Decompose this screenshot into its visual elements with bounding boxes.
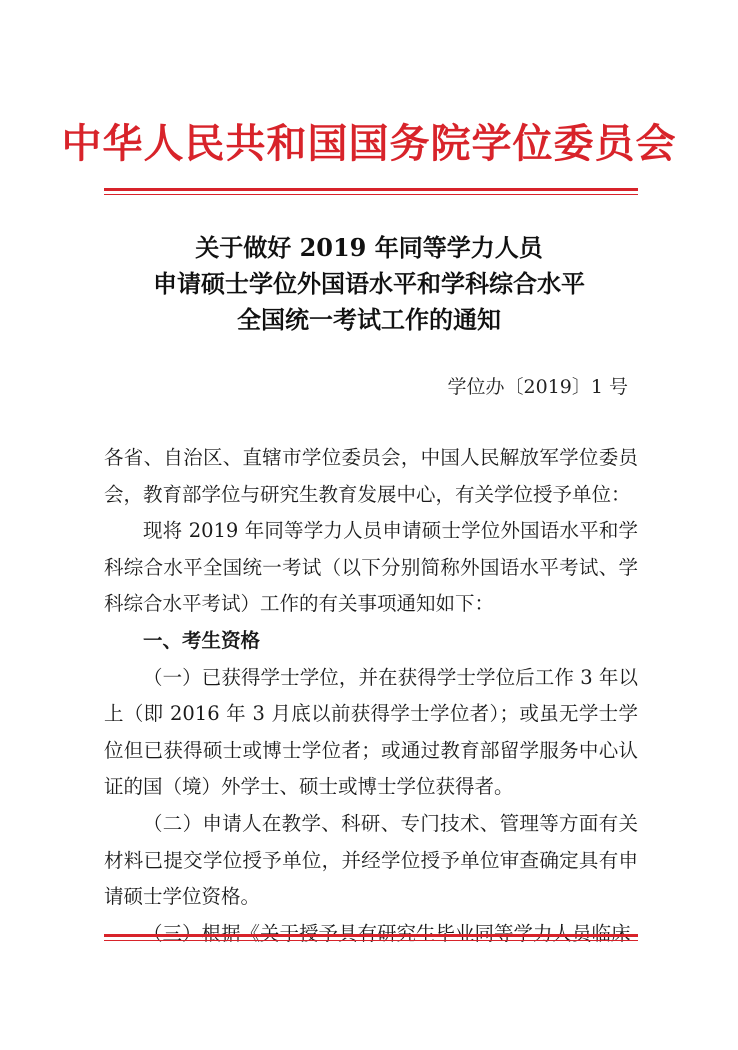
intro-paragraph: 现将 2019 年同等学力人员申请硕士学位外国语水平和学科综合水平全国统一考试（以下分别简称外国语水平考试、学科综合水平考试）工作的有关事项通知如下： xyxy=(104,519,638,616)
section-heading-eligibility: 一、考生资格 xyxy=(143,628,261,652)
eligibility-item-1: （一）已获得学士学位，并在获得学士学位后工作 3 年以上（即 2016 年 3 月底以前获得学士学位者）；或虽无学士学位但已获得硕士或博士学位者；或通过教育部留学服务中心认证的国（境）外学士、硕士或博士学位获得者。 xyxy=(104,665,638,799)
document-title-line-2: 申请硕士学位外国语水平和学科综合水平 xyxy=(153,269,585,298)
header-rule-thick xyxy=(104,188,638,191)
eligibility-item-2: （二）申请人在教学、科研、专门技术、管理等方面有关材料已提交学位授予单位，并经学位授予单位审查确定具有申请硕士学位资格。 xyxy=(104,811,638,909)
addressees-paragraph: 各省、自治区、直辖市学位委员会，中国人民解放军学位委员会，教育部学位与研究生教育发展中心，有关学位授予单位： xyxy=(104,446,638,506)
header-rule-thin xyxy=(104,194,638,195)
document-number: 学位办〔2019〕1 号 xyxy=(447,376,628,398)
footer-rule-thin xyxy=(104,940,638,941)
document-body xyxy=(104,440,638,952)
document-title xyxy=(0,230,738,338)
issuing-organization-header: 中华人民共和国国务院学位委员会 xyxy=(61,120,677,167)
footer-red-rule xyxy=(104,934,638,941)
document-title-line-1: 关于做好 2019 年同等学力人员 xyxy=(195,233,543,262)
header-red-rule xyxy=(104,188,638,195)
document-title-line-3: 全国统一考试工作的通知 xyxy=(237,305,501,334)
footer-rule-thick xyxy=(104,934,638,937)
